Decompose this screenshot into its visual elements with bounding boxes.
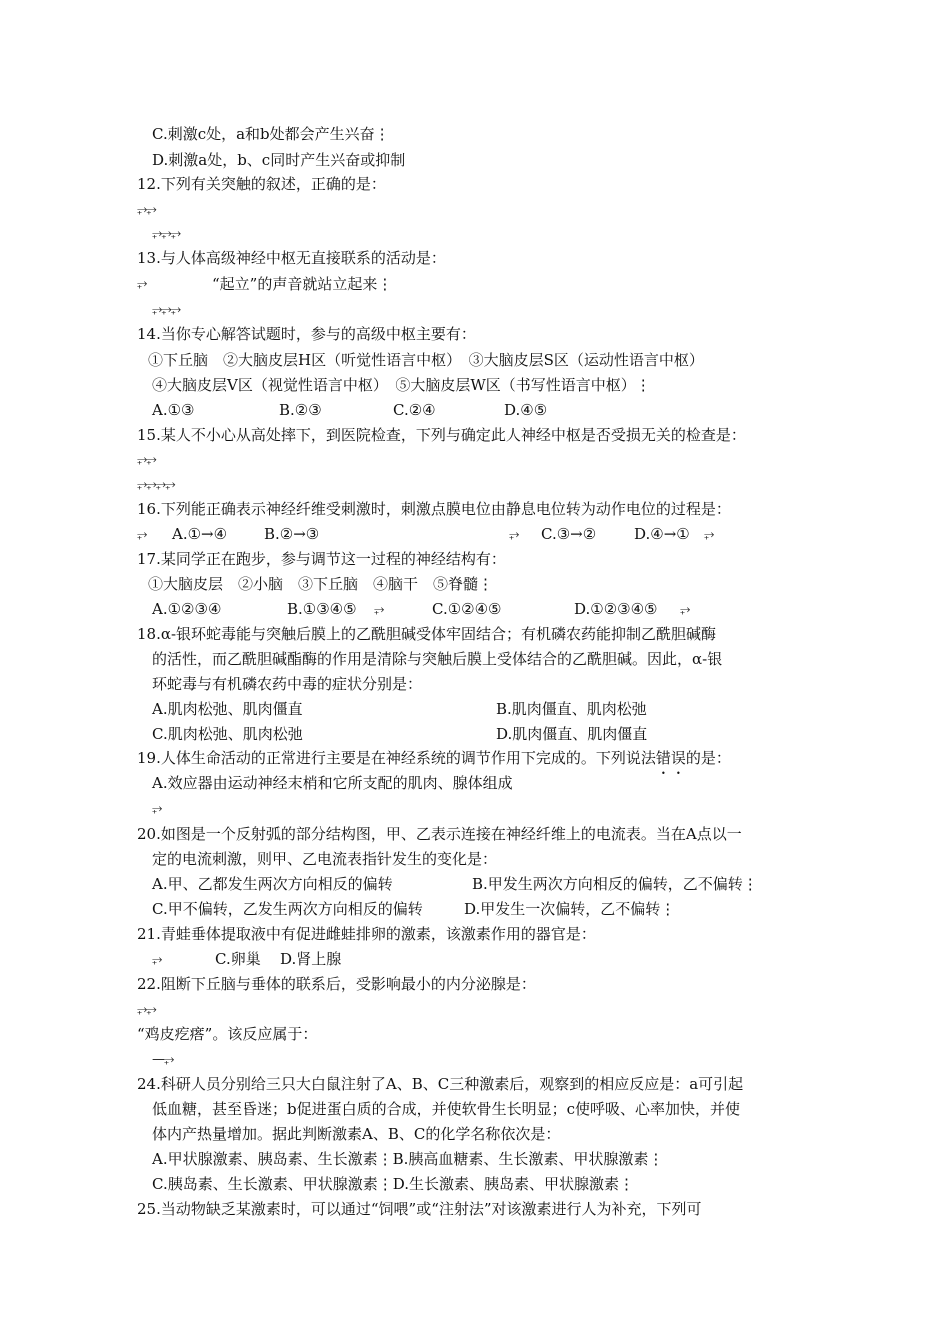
q17-option-d: D.①②③④⑤ [574,600,658,618]
scribble-icon: ⥅ [680,602,690,617]
scribble-icon: ⥅⥅ [137,1002,156,1017]
q13-stem: 13.与人体高级神经中枢无直接联系的活动是： [137,249,446,267]
scribble-icon: ⥅⥅⥅ [152,302,181,317]
q21-option-d: D.肾上腺 [280,950,342,968]
q24-options-ab: A.甲状腺激素、胰岛素、生长激素⋮B.胰高血糖素、生长激素、甲状腺激素⋮ [152,1150,664,1168]
scribble-icon: ⥅⥅⥅ [152,226,181,241]
q16-option-b: B.②→③ [264,525,320,543]
q24-stem-3: 体内产热量增加。据此判断激素A、B、C的化学名称依次是： [152,1125,561,1143]
q24-stem-1: 24.科研人员分别给三只大白鼠注射了A、B、C三种激素后，观察到的相应反应是：a可引起 [137,1075,744,1093]
q19-stem [137,746,731,770]
q17-items: ①大脑皮层 ②小脑 ③下丘脑 ④脑干 ⑤脊髓⋮ [148,575,494,593]
emphasis-char: 误 [670,749,686,767]
q21-stem: 21.青蛙垂体提取液中有促进雌蛙排卵的激素，该激素作用的器官是： [137,925,596,943]
q20-option-b: B.甲发生两次方向相反的偏转，乙不偏转⋮ [472,875,758,893]
emphasis-char: 错 [655,749,671,767]
q12-stem: 12.下列有关突触的叙述，正确的是： [137,175,386,193]
q14-items-2: ④大脑皮层V区（视觉性语言中枢） ⑤大脑皮层W区（书写性语言中枢）⋮ [152,376,651,394]
q25-stem: 25.当动物缺乏某激素时，可以通过“饲喂”或“注射法”对该激素进行人为补充，下列可 [137,1200,702,1218]
scribble-icon: ⥅ [152,801,162,816]
scribble-icon: ⥅⥅ [137,202,156,217]
q14-option-d: D.④⑤ [504,401,548,419]
q18-option-a: A.肌肉松弛、肌肉僵直 [152,700,303,718]
scribble-icon: ⥅ [704,527,714,542]
q18-option-d: D.肌肉僵直、肌肉僵直 [496,725,648,743]
q24-stem-2: 低血糖，甚至昏迷；b促进蛋白质的合成，并使软骨生长明显；c使呼吸、心率加快，并使 [152,1100,741,1118]
scribble-icon: ⥅⥅⥅⥅ [137,477,175,492]
scribble-icon: ⥅ [152,952,162,967]
q15-stem: 15.某人不小心从高处摔下，到医院检查，下列与确定此人神经中枢是否受损无关的检查是： [137,426,746,444]
q17-option-c: C.①②④⑤ [432,600,502,618]
scribble-icon: ⥅ [509,527,519,542]
q16-option-c: C.③→② [541,525,597,543]
q20-option-d: D.甲发生一次偏转，乙不偏转⋮ [464,900,676,918]
q19-stem-text: 19.人体生命活动的正常进行主要是在神经系统的调节作用下完成的。下列说法 [137,749,656,767]
scribble-icon: ⥅ [374,602,384,617]
q14-option-b: B.②③ [279,401,322,419]
q22-stem: 22.阻断下丘脑与垂体的联系后，受影响最小的内分泌腺是： [137,975,536,993]
scribble-icon: ⥅⥅ [137,452,156,467]
q17-option-b: B.①③④⑤ [287,600,357,618]
q20-option-a: A.甲、乙都发生两次方向相反的偏转 [152,875,393,893]
q18-stem-2: 的活性，而乙酰胆碱酯酶的作用是清除与突触后膜上受体结合的乙酰胆碱。因此，α-银 [152,650,723,668]
q14-option-a: A.①③ [152,401,195,419]
scribble-icon: ⥅ [137,276,147,291]
q18-stem-3: 环蛇毒与有机磷农药中毒的症状分别是： [152,675,423,693]
q11-option-d: D.刺激a处，b、c同时产生兴奋或抑制 [152,151,406,169]
q14-items-1: ①下丘脑 ②大脑皮层H区（听觉性语言中枢） ③大脑皮层S区（运动性语言中枢） [148,351,704,369]
q24-options-cd: C.胰岛素、生长激素、甲状腺激素⋮D.生长激素、胰岛素、甲状腺激素⋮ [152,1175,634,1193]
q16-option-a: A.①→④ [172,525,228,543]
scribble-icon: ⥅ [137,527,147,542]
q20-stem-1: 20.如图是一个反射弧的部分结构图，甲、乙表示连接在神经纤维上的电流表。当在A点以一 [137,825,742,843]
q18-option-c: C.肌肉松弛、肌肉松弛 [152,725,303,743]
q18-stem-1: 18.α-银环蛇毒能与突触后膜上的乙酰胆碱受体牢固结合；有机磷农药能抑制乙酰胆碱酶 [137,625,717,643]
q23-fragment: “鸡皮疙瘩”。该反应属于： [137,1025,318,1043]
q14-stem: 14.当你专心解答试题时，参与的高级中枢主要有： [137,325,476,343]
q13-option-fragment: “起立”的声音就站立起来⋮ [212,275,393,293]
q20-option-c: C.甲不偏转，乙发生两次方向相反的偏转 [152,900,423,918]
q21-option-c: C.卵巢 [215,950,261,968]
q16-stem: 16.下列能正确表示神经纤维受刺激时，刺激点膜电位由静息电位转为动作电位的过程是： [137,500,731,518]
q16-option-d: D.④→① [634,525,690,543]
scribble-icon: —⥅ [152,1052,174,1067]
q17-option-a: A.①②③④ [152,600,222,618]
q11-option-c: C.刺激c处，a和b处都会产生兴奋⋮ [152,125,390,143]
q20-stem-2: 定的电流刺激，则甲、乙电流表指针发生的变化是： [152,850,498,868]
q17-stem: 17.某同学正在跑步，参与调节这一过程的神经结构有： [137,550,506,568]
q19-stem-tail: 的是： [685,749,731,767]
q14-option-c: C.②④ [393,401,436,419]
q19-option-a: A.效应器由运动神经末梢和它所支配的肌肉、腺体组成 [152,774,513,792]
q18-option-b: B.肌肉僵直、肌肉松弛 [496,700,647,718]
